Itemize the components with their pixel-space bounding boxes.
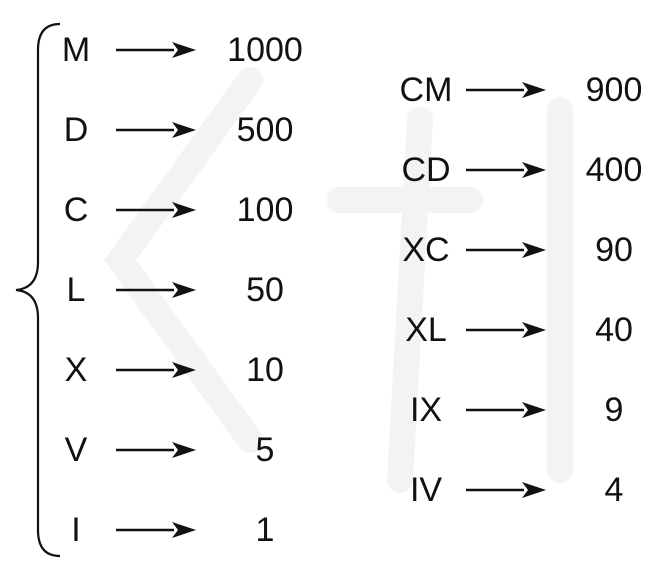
subtractive-value-xc: 90 — [595, 231, 633, 269]
arrow-icon — [466, 160, 546, 180]
subtractive-symbol-ix: IX — [409, 391, 443, 429]
base-value-i: 1 — [255, 511, 275, 549]
arrow-icon — [466, 480, 546, 500]
subtractive-value-ix: 9 — [604, 391, 624, 429]
base-symbol-d: D — [63, 111, 89, 149]
subtractive-value-cm: 900 — [585, 71, 643, 109]
base-symbol-x: X — [64, 351, 88, 389]
base-value-m: 1000 — [227, 31, 303, 69]
subtractive-symbol-iv: IV — [409, 471, 443, 509]
base-value-v: 5 — [255, 431, 275, 469]
subtractive-value-iv: 4 — [604, 471, 624, 509]
arrow-icon — [116, 200, 196, 220]
arrow-icon — [116, 120, 196, 140]
base-symbol-l: L — [66, 271, 86, 309]
arrow-icon — [116, 440, 196, 460]
base-symbol-v: V — [64, 431, 88, 469]
base-value-c: 100 — [236, 191, 294, 229]
arrow-icon — [116, 520, 196, 540]
subtractive-symbol-cm: CM — [399, 71, 453, 109]
subtractive-symbol-cd: CD — [401, 151, 451, 189]
subtractive-symbol-xl: XL — [405, 311, 447, 349]
arrow-icon — [116, 40, 196, 60]
arrow-icon — [116, 360, 196, 380]
arrow-icon — [116, 280, 196, 300]
subtractive-value-xl: 40 — [595, 311, 633, 349]
arrow-icon — [466, 400, 546, 420]
base-symbol-m: M — [61, 31, 91, 69]
arrow-icon — [466, 80, 546, 100]
arrow-icon — [466, 320, 546, 340]
subtractive-value-cd: 400 — [585, 151, 643, 189]
base-symbol-c: C — [63, 191, 89, 229]
arrow-icon — [466, 240, 546, 260]
subtractive-symbol-xc: XC — [402, 231, 450, 269]
base-symbol-i: I — [71, 511, 81, 549]
base-value-x: 10 — [246, 351, 284, 389]
base-value-l: 50 — [246, 271, 284, 309]
base-value-d: 500 — [236, 111, 294, 149]
